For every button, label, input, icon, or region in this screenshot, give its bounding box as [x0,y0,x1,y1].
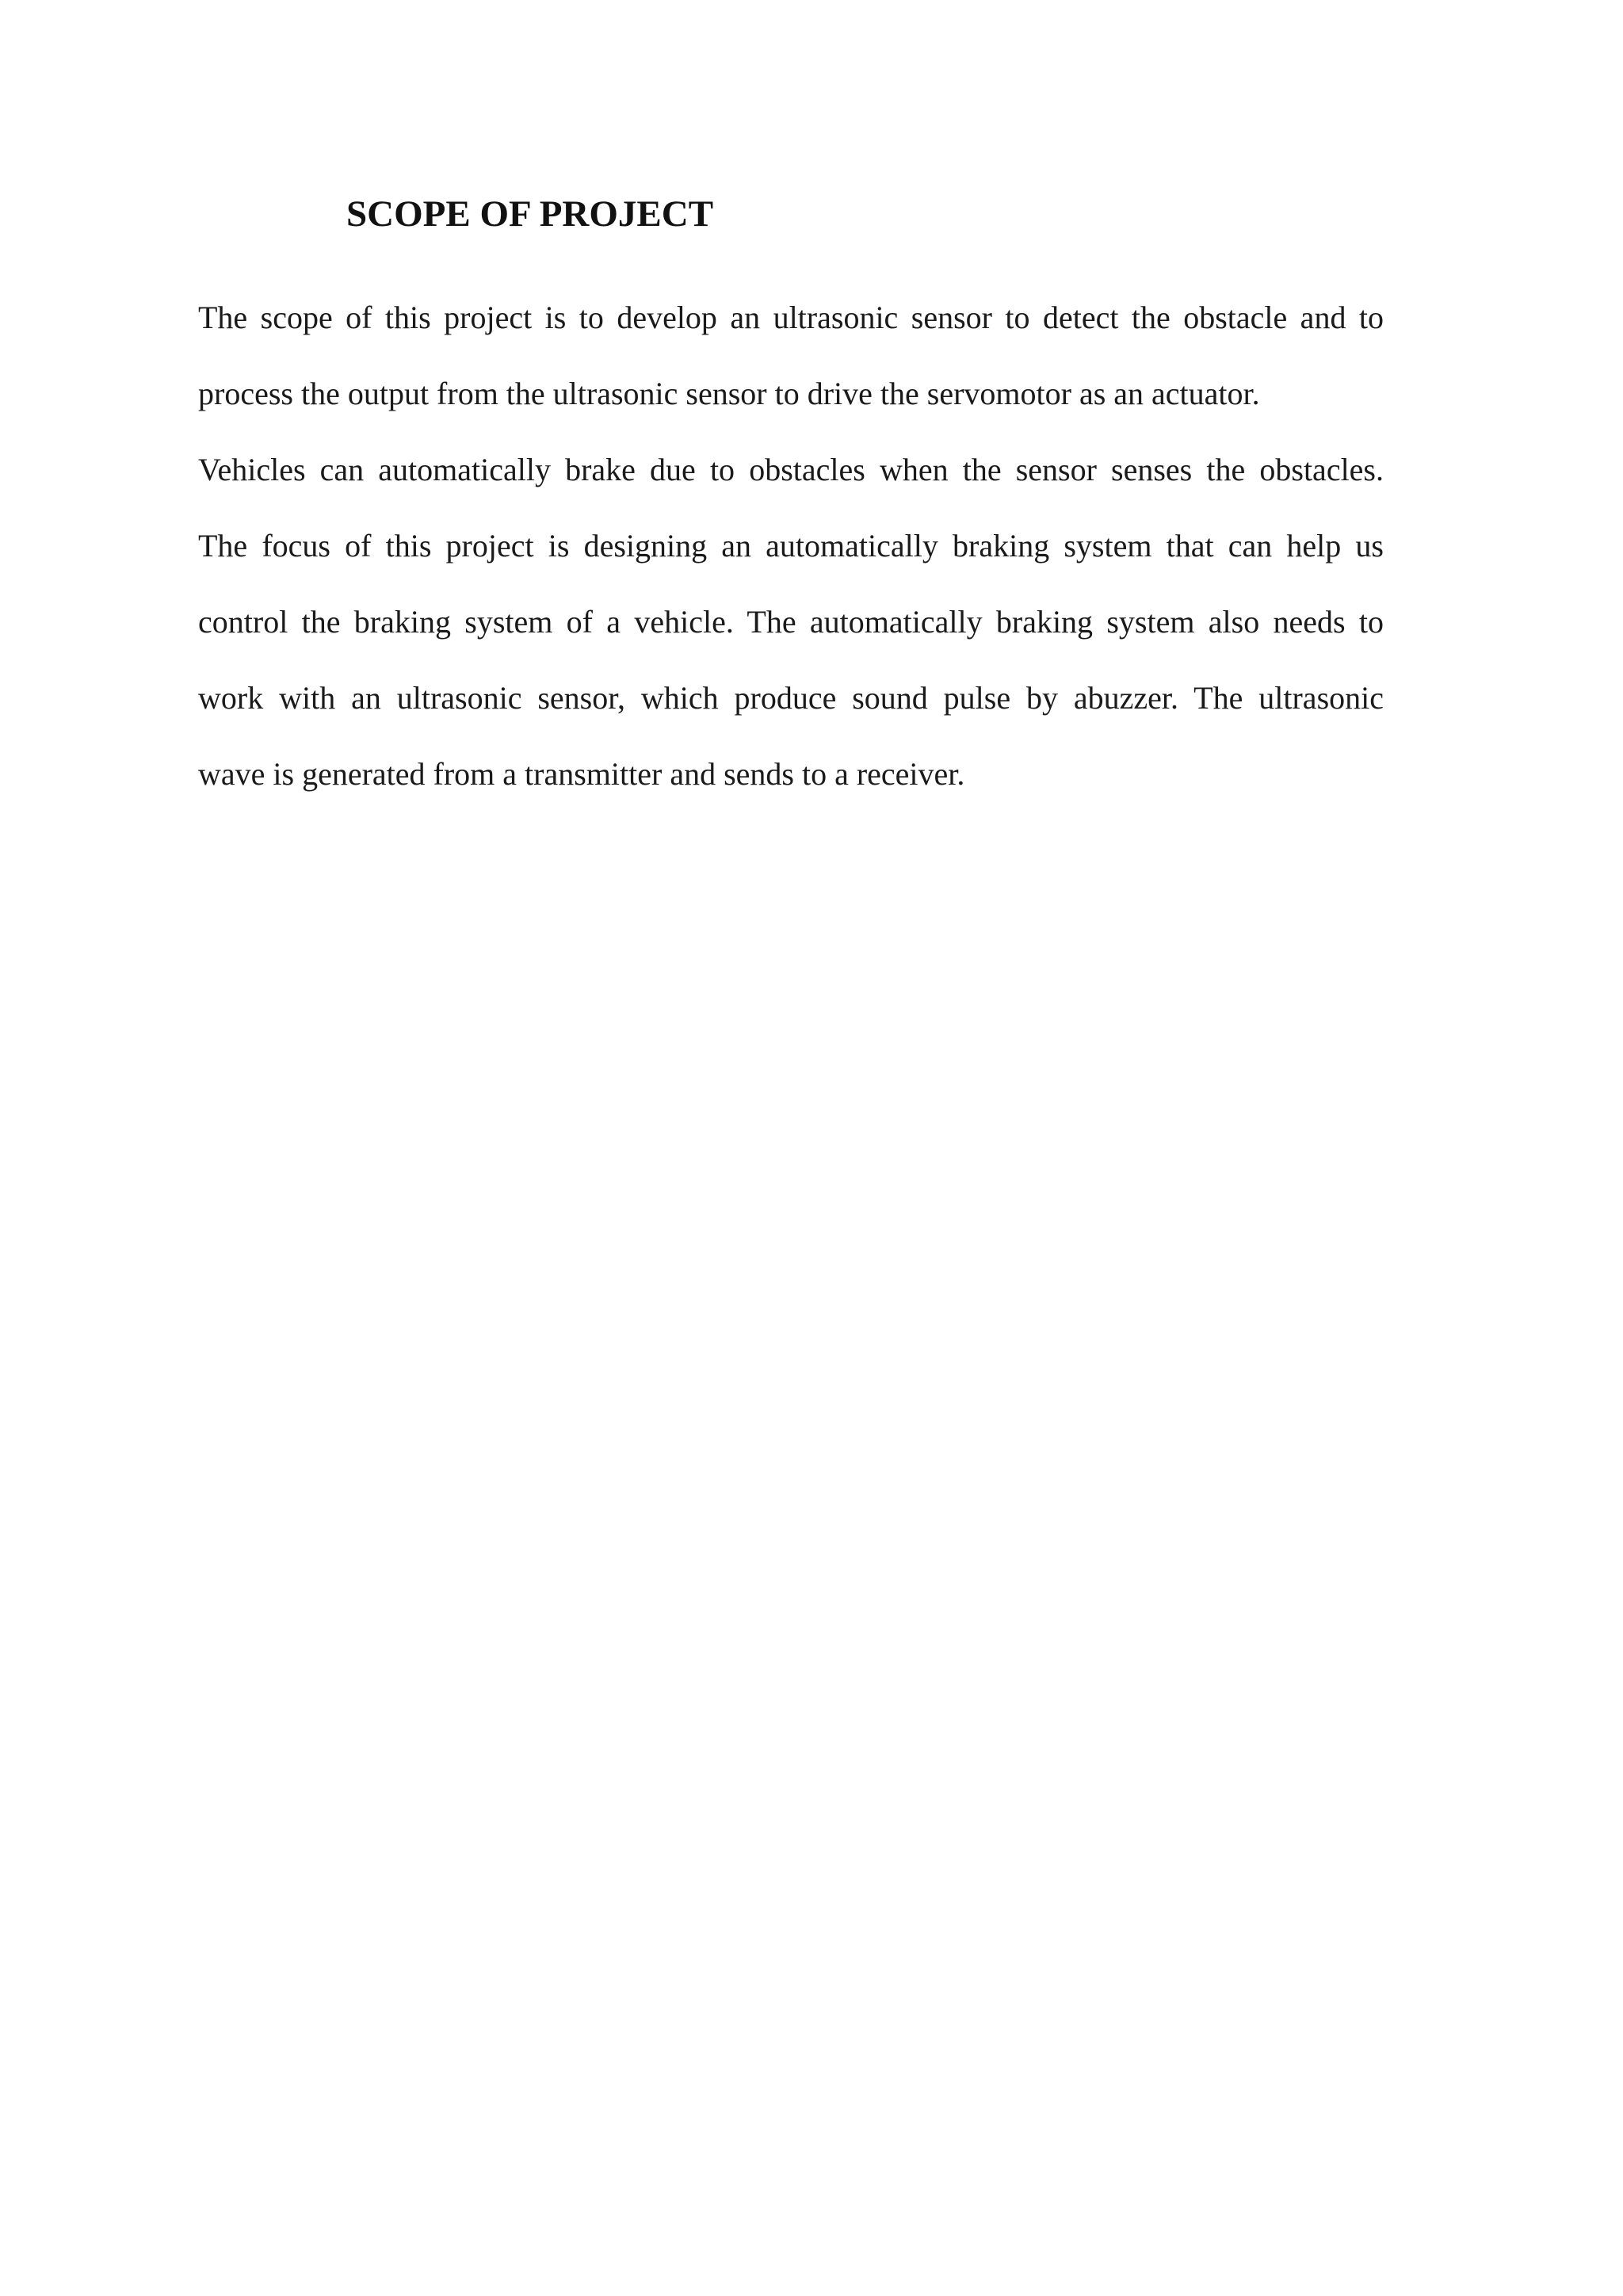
paragraph-line: wave is generated from a transmitter and sends to a receiver. [198,756,965,792]
paragraph-line: Vehicles can automatically brake due to obstacles when the sensor senses the obstacles. [198,452,1384,487]
paragraph-line: control the braking system of a vehicle. The automatically braking system also needs to [198,604,1384,640]
paragraph-line: work with an ultrasonic sensor, which produce sound pulse by abuzzer. The ultrasonic [198,680,1384,716]
section-heading: SCOPE OF PROJECT [346,193,714,235]
paragraph-line: process the output from the ultrasonic sensor to drive the servomotor as an actuator. [198,376,1260,411]
paragraph-line: The scope of this project is to develop an ultrasonic sensor to detect the obstacle and to [198,300,1384,335]
paragraph-line: The focus of this project is designing an automatically braking system that can help us [198,528,1384,563]
body-paragraph [198,295,1384,827]
